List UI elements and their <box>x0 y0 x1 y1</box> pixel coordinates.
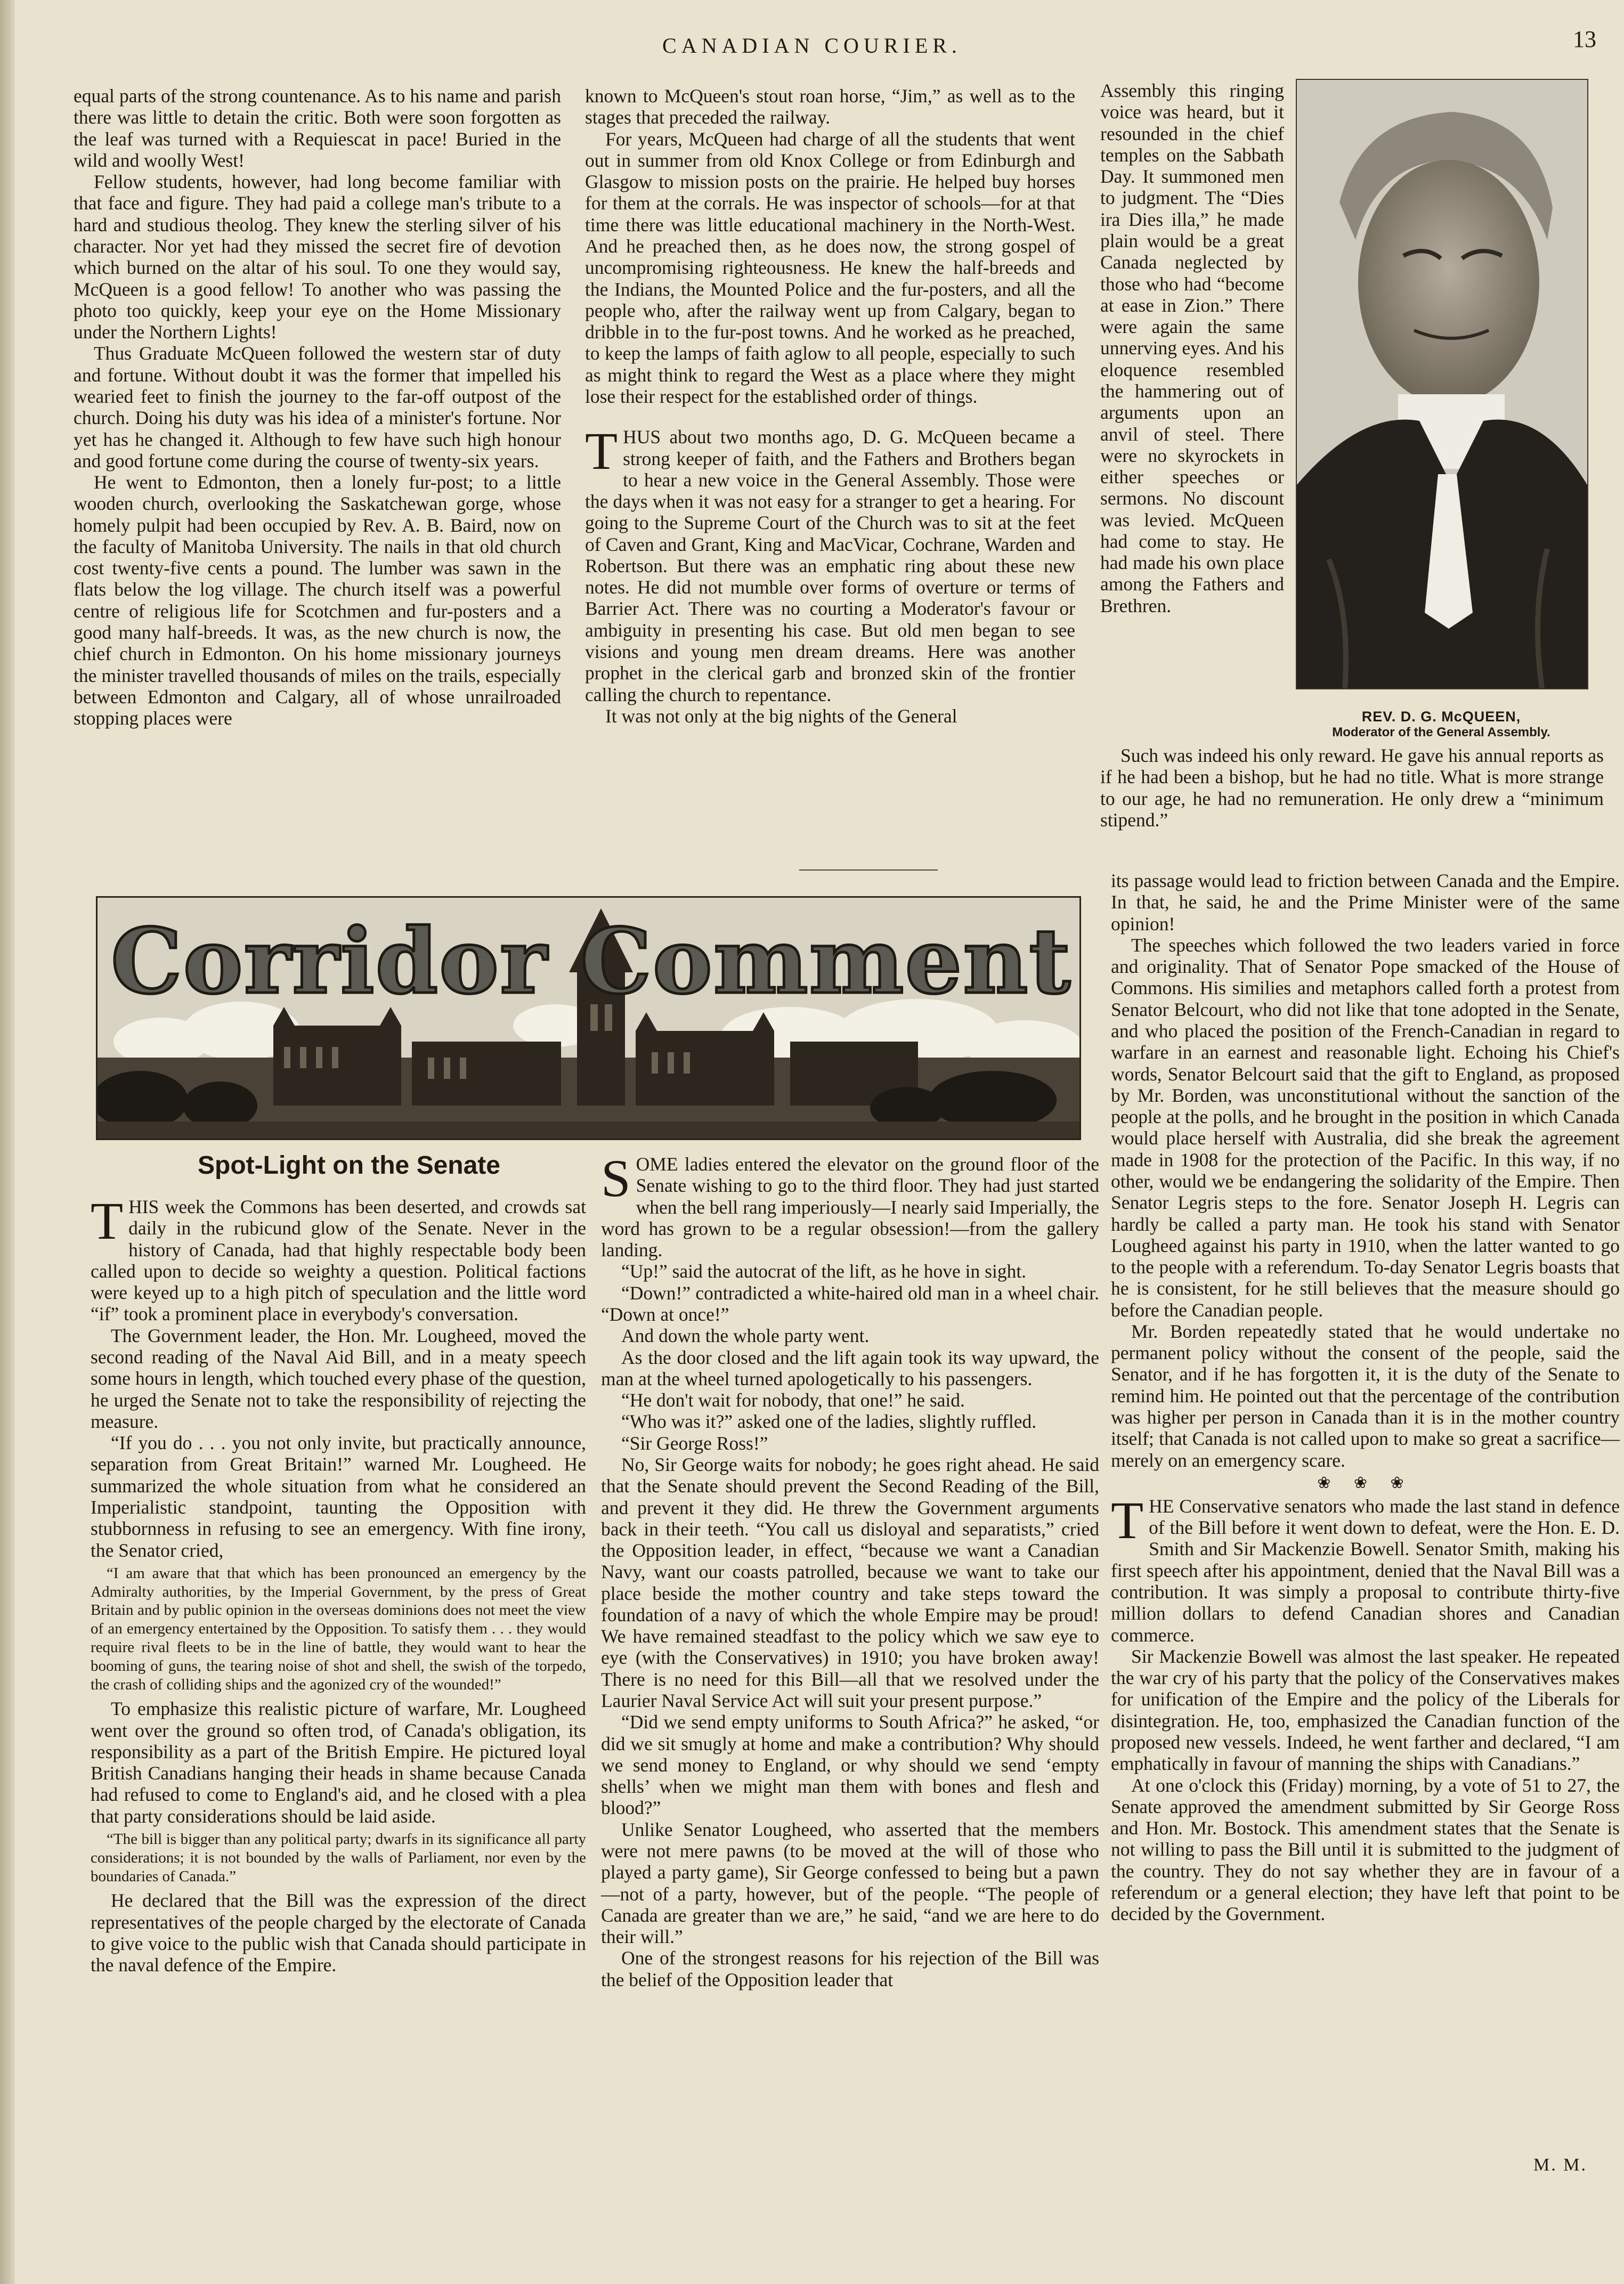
paragraph: The Government leader, the Hon. Mr. Lougheed, moved the second reading of the Naval Aid Bill, and in a meaty speech some hours in length, which touched every phase of the question, he urged the Senate not to take the responsibility of rejecting the measure. <box>91 1324 586 1432</box>
paragraph: “Did we send empty uniforms to South Africa?” he asked, “or did we sit smugly at home and make a contribution? Why should we send money to England, or why should we send ‘empty shells’ when we might man them with bones and flesh and blood?” <box>601 1711 1099 1819</box>
paragraph: “He don't wait for nobody, that one!” he said. <box>621 1389 965 1411</box>
paragraph: One of the strongest reasons for his rejection of the Bill was the belief of the Opposition leader that <box>601 1947 1099 1990</box>
paragraph: For years, McQueen had charge of all the students that went out in summer from old Knox College or from Edinburgh and Glasgow to mission posts on the prairie. He helped buy horses for them at the corrals. He was inspector of schools—for at that time there was little educational machinery in the North-West. And he preached then, as he does now, the strong gospel of uncompromising righteousness. He knew the half-breeds and the Indians, the Mounted Police and the fur-posters, and all the people who, after the railway went up from Calgary, began to dribble in to the fur-post towns. And he worked as he preached, to keep the lamps of faith aglow to all people, especially to such as might think to regard the West as a place where they might lose their respect for the established order of things. <box>585 128 1075 407</box>
caption-role: Moderator of the General Assembly. <box>1332 725 1550 739</box>
section-heading: Spot-Light on the Senate <box>198 1151 500 1180</box>
paragraph: “Up!” said the autocrat of the lift, as he hove in sight. <box>621 1261 1027 1282</box>
paragraph: equal parts of the strong countenance. As to his name and parish there was little to detain the critic. Both were soon forgotten as the leaf was turned with a Requiescat in pace! Buried in the wild and woolly West! <box>74 85 561 171</box>
photo-caption <box>1279 709 1604 740</box>
paragraph-with-dropcap: THIS week the Commons has been deserted, and crowds sat daily in the rubicund glow of the Senate. Never in the history of Canada, had that highly respectable body been called upon to decide so weighty a question. Political factions were keyed up to a high pitch of speculation and the little word “if” took a prominent place in everybody's conversation. <box>91 1191 586 1325</box>
paragraph: Mr. Borden repeatedly stated that he would undertake no permanent policy without the consent of the people, said the Senator, and if he has forgotten it, it is the duty of the Senate to remind him. He pointed out that the percentage of the contribution was higher per person in Canada than it is in the mother country itself; that Canada is not called upon to make so great a sacrifice—merely on an emergency scare. <box>1111 1320 1620 1471</box>
running-head: CANADIAN COURIER. <box>662 34 962 58</box>
page-number: 13 <box>1573 26 1596 52</box>
caption-name: REV. D. G. McQUEEN, <box>1361 709 1521 725</box>
paragraph: “Down!” contradicted a white-haired old man in a wheel chair. “Down at once!” <box>601 1282 1099 1325</box>
block-quote: “The bill is bigger than any political party; dwarfs in its significance all party considerations; it is not bounded by the walls of Parliament, nor even by the boundaries of Canada.” <box>91 1831 586 1885</box>
paragraph: Fellow students, however, had long become familiar with that face and figure. They had paid a college man's tribute to a hard and studious theolog. They knew the sterling silver of his character. Nor yet had they missed the secret fire of devotion which burned on the altar of his soul. To one they would say, McQueen is a good fellow! To another who was passing the photo too quickly, keep your eye on the Home Missionary under the Northern Lights! <box>74 171 561 343</box>
paragraph: No, Sir George waits for nobody; he goes right ahead. He said that the Senate should prevent the Second Reading of the Bill, and prevent it they did. He threw the Government arguments back in their teeth. “You call us disloyal and separatists,” cried the Opposition leader, in effect, “because we want a Canadian Navy, want our coasts patrolled, because we want to take our place beside the mother country and take steps toward the foundation of a navy of which the whole Empire may be proud! We have remained steadfast to the policy which we saw eye to eye (with the Conservatives) in 1910; you have broken away! There is no need for this Bill—all that we resolved under the Laurier Naval Service Act will suit your present purpose.” <box>601 1453 1099 1712</box>
paragraph: Thus Graduate McQueen followed the western star of duty and fortune. Without doubt it was the former that impelled his wearied feet to finish the journey to the far-off outpost of the church. Doing his duty was his idea of a minister's fortune. Nor yet has he changed it. Although to few have such high honour and good fortune come during the course of twenty-six years. <box>74 343 561 472</box>
page-binding-edge <box>0 0 15 2284</box>
dropcap: T <box>585 421 618 481</box>
block-quote: “I am aware that that which has been pronounced an emergency by the Admiralty authorities, by the Imperial Government, by the press of Great Britain and by public opinion in the overseas dominions does not meet the view of an emergency entertained by the Opposition. To satisfy them . . . they would require rival fleets to be in the line of battle, they would want to hear the booming of guns, the tearing noise of shot and shell, the swish of the torpedo, the crash of colliding ships and the agonized cry of the wounded!” <box>91 1564 586 1693</box>
paragraph: “If you do . . . you not only invite, but practically announce, separation from Great Britain!” warned Mr. Lougheed. He summarized the whole situation from what he considered an Imperialistic standpoint, taunting the Opposition with stubbornness in refusing to see an emergency. With fine irony, the Senator cried, <box>91 1432 586 1561</box>
section-ornament: ❀ ❀ ❀ <box>1317 1474 1414 1492</box>
article-column-2-top <box>585 85 1075 727</box>
banner-title: Corridor Comment <box>111 908 1072 1014</box>
article-column-3-top <box>1100 80 1284 616</box>
paragraph: its passage would lead to friction between Canada and the Empire. In that, he said, he and the Prime Minister were of the same opinion! <box>1111 870 1620 934</box>
paragraph: At one o'clock this (Friday) morning, by a vote of 51 to 27, the Senate approved the amendment submitted by Sir George Ross and Hon. Mr. Bostock. This amendment states that the Senate is not willing to pass the Bill until it is submitted to the judgment of the country. They do not say whether they are in favour of a referendum or a general election; they have left that point to be decided by the Government. <box>1111 1774 1620 1925</box>
paragraph: “Who was it?” asked one of the ladies, slightly ruffled. <box>621 1411 1037 1433</box>
paragraph: “Sir George Ross!” <box>621 1432 768 1454</box>
paragraph-with-dropcap: THE Conservative senators who made the last stand in defence of the Bill before it went down to defeat, were the Hon. E. D. Smith and Sir Mackenzie Bowell. Senator Smith, making his first speech after his appointment, denied that the Naval Bill was a contribution. It was simply a proposal to contribute thirty-five million dollars to defend Canadian shores and Canadian commerce. <box>1111 1490 1620 1646</box>
paragraph: He declared that the Bill was the expression of the direct representatives of the people charged by the electorate of Canada to give voice to the public wish that Canada should participate in the naval defence of the Empire. <box>91 1890 586 1976</box>
paragraph: Such was indeed his only reward. He gave his annual reports as if he had been a bishop, but he had no title. What is more strange to our age, he had no remuneration. He only drew a “minimum stipend.” <box>1100 745 1604 831</box>
dropcap: S <box>601 1149 631 1208</box>
paragraph: Assembly this ringing voice was heard, but it resounded in the chief temples on the Sabbath Day. It summoned men to judgment. The “Dies ira Dies illa,” he made plain would be a great Canada neglected by those who had “become at ease in Zion.” There were again the same unnerving eyes. And his eloquence resembled the hammering out of arguments upon an anvil of steel. There were no skyrockets in either speeches or sermons. No discount was levied. McQueen had come to stay. He had made his own place among the Fathers and Brethren. <box>1100 80 1284 616</box>
article-column-3-continued <box>1111 870 1620 1925</box>
paragraph: It was not only at the big nights of the General <box>605 705 957 727</box>
corridor-comment-banner <box>96 896 1081 1140</box>
dropcap: T <box>1111 1490 1144 1550</box>
paragraph: The speeches which followed the two leaders varied in force and originality. That of Senator Pope smacked of the House of Commons. His similies and metaphors called forth a protest from Senator Belcourt, who did not like that tone adopted in the Senate, and who placed the position of the French-Canadian in regard to warfare in an earnest and reasonable light. Echoing his Chief's words, Senator Belcourt said that the gift to England, as proposed by Mr. Borden, was unconstitutional without the sanction of the people at the polls, and he brought in the position in which Canada would place herself with Australia, did she break the agreement made in 1908 for the protection of the Pacific. In this way, if no other, would we be endangering the solidarity of the Empire. Then Senator Legris steps to the fore. Senator Joseph H. Legris can hardly be called a party man. He took his stand with Senator Lougheed against his party in 1910, when the latter wanted to go to the people with a referendum. To-day Senator Legris boasts that he is consistent, for he still believes that the measure should go before the Canadian people. <box>1111 934 1620 1321</box>
paragraph: Unlike Senator Lougheed, who asserted that the members were not mere pawns (to be moved at the will of those who played a party game), Sir George confessed to being but a pawn—not of a party, however, but of the people. “The people of Canada are greater than we are,” he said, “and we are here to do their will.” <box>601 1818 1099 1948</box>
article-column-2-bottom <box>601 1149 1099 1990</box>
article-column-1-bottom <box>91 1191 586 1976</box>
paragraph-with-dropcap: SOME ladies entered the elevator on the ground floor of the Senate wishing to go to the third floor. They had just started when the bell rang imperiously—I nearly said Imperially, the word has grown to be a regular obsession!—from the gallery landing. <box>601 1149 1099 1261</box>
paragraph: Sir Mackenzie Bowell was almost the last speaker. He repeated the war cry of his party that the policy of the Conservatives makes for unification of the Empire and the policy of the Liberals for disintegration. He, too, emphasized the Canadian function of the proposed new vessels. Indeed, he went farther and declared, “I am emphatically in favour of manning the ships with Canadians.” <box>1111 1645 1620 1775</box>
paragraph: And down the whole party went. <box>621 1325 870 1347</box>
paragraph-with-dropcap: THUS about two months ago, D. G. McQueen became a strong keeper of faith, and the Fathers and Brothers began to hear a new voice in the General Assembly. Those were the days when it was not easy for a stranger to get a hearing. For going to the Supreme Court of the Church was to sit at the feet of Caven and Grant, King and MacVicar, Cochrane, Warden and Robertson. But there was an emphatic ring about these new notes. He did not mumble over forms of overture or terms of Barrier Act. There was no courting a Moderator's favour or ambiguity in presenting his case. But old men began to see visions and young men dream dreams. Here was another prophet in the clerical garb and bronzed skin of the frontier calling the church to repentance. <box>585 421 1075 705</box>
divider-rule <box>799 869 938 871</box>
paragraph: He went to Edmonton, then a lonely fur-post; to a little wooden church, overlooking the Saskatchewan gorge, whose homely pulpit had been occupied by Rev. A. B. Baird, now on the faculty of Manitoba University. The nails in that old church cost twenty-five cents a pound. The lumber was sawn in the flats below the log village. The church itself was a powerful centre of religious life for Scotchmen and fur-posters and a good many half-breeds. It was, as the new church is now, the chief church in Edmonton. On his home missionary journeys the minister travelled thousands of miles on the trails, especially between Edmonton and Calgary, all of whose unrailroaded stopping places were <box>74 472 561 729</box>
paragraph: As the door closed and the lift again took its way upward, the man at the wheel turned apologetically to his passengers. <box>601 1346 1099 1389</box>
article-column-1-top <box>74 85 561 729</box>
portrait-photo <box>1296 79 1588 689</box>
paragraph: To emphasize this realistic picture of warfare, Mr. Lougheed went over the ground so often trod, of Canada's obligation, its responsibility as a part of the British Empire. He pictured loyal British Canadians hanging their heads in shame because Canada had refused to come to England's aid, and he closed with a plea that party considerations should be laid aside. <box>91 1698 586 1827</box>
author-signature: M. M. <box>1533 2155 1587 2175</box>
dropcap: T <box>91 1191 124 1250</box>
article-column-3-top-wide <box>1100 745 1604 831</box>
paragraph: known to McQueen's stout roan horse, “Jim,” as well as to the stages that preceded the railway. <box>585 85 1075 128</box>
